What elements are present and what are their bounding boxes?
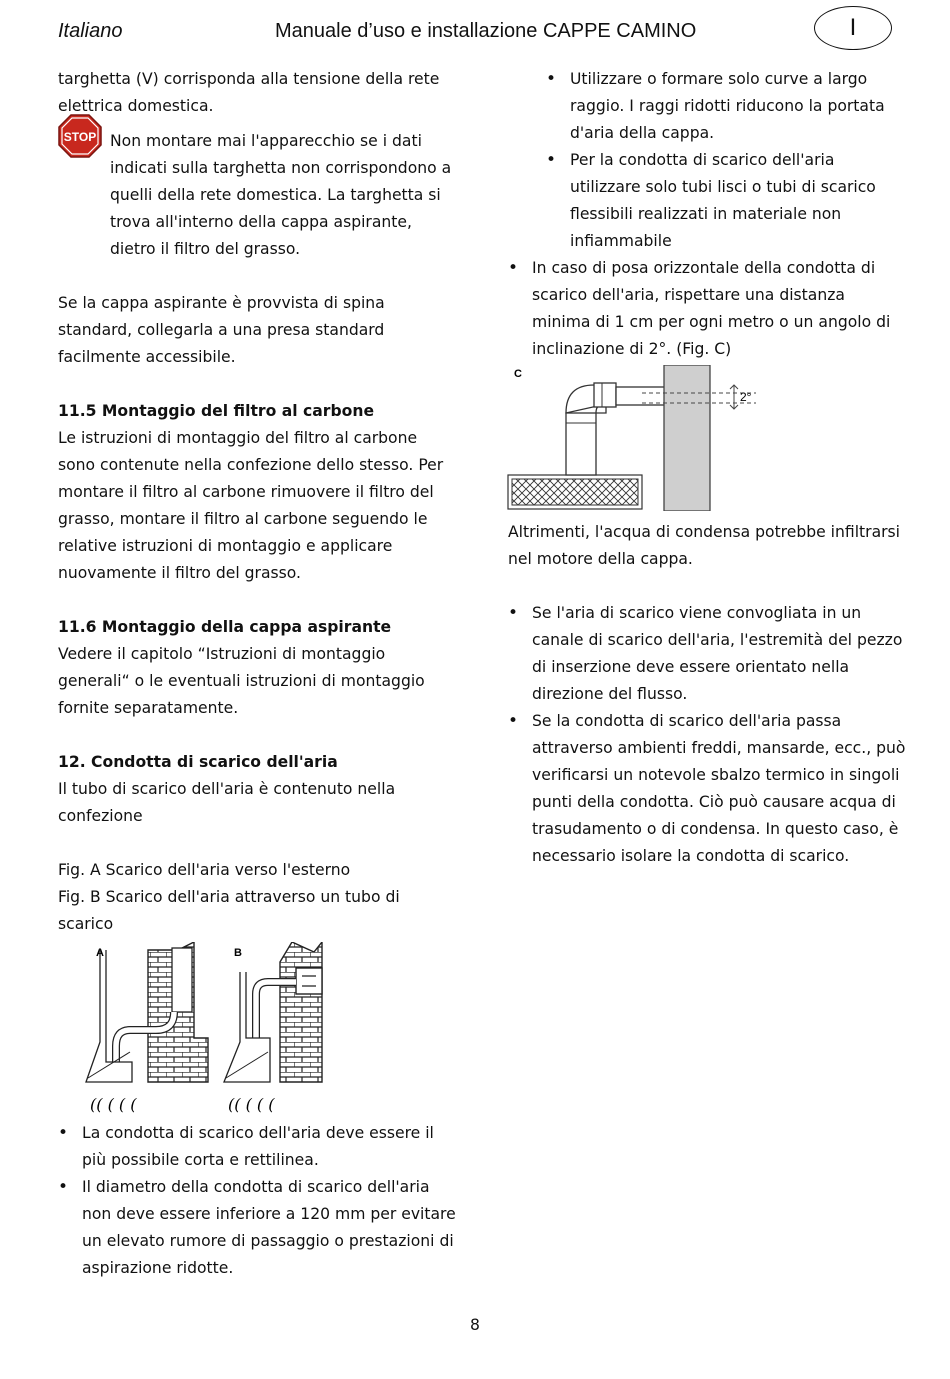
- chapter-badge-label: I: [849, 14, 857, 41]
- svg-text:(( ( ( (: (( ( ( (: [90, 1095, 137, 1114]
- list-item: • Se la condotta di scarico dell'aria passa attraverso ambienti freddi, mansarde, ecc., può verificarsi un notevole sbalzo termico in singoli punti della condotta. Ciò può causare acqua di trasudamento o di condensa. In questo caso, è necessario isolare la condotta di scarico.: [508, 708, 908, 870]
- header-language: Italiano: [58, 20, 123, 42]
- paragraph-11-5: Le istruzioni di montaggio del filtro al carbone sono contenute nella confezione dello stesso. Per montare il filtro al carbone rimuovere il filtro del grasso, montare il filtro al carbone seguendo le relative istruzioni di montaggio e applicare nuovamente il filtro del grasso.: [58, 429, 444, 582]
- right-column: [508, 66, 908, 870]
- paragraph-altrimenti: Altrimenti, l'acqua di condensa potrebbe infiltrarsi nel motore della cappa.: [508, 523, 901, 568]
- paragraph-voltage: targhetta (V) corrisponda alla tensione della rete elettrica domestica.: [58, 70, 440, 115]
- left-bullet-list: [58, 1120, 458, 1282]
- list-item: • Utilizzare o formare solo curve a largo raggio. I raggi ridotti riducono la portata d'aria della cappa.: [546, 66, 908, 147]
- paragraph-11-6: Vedere il capitolo “Istruzioni di montaggio generali“ o le eventuali istruzioni di montaggio fornite separatamente.: [58, 645, 425, 717]
- caption-fig-a: Fig. A Scarico dell'aria verso l'esterno: [58, 861, 351, 879]
- left-column: [58, 66, 458, 1282]
- list-item: • Il diametro della condotta di scarico dell'aria non deve essere inferiore a 120 mm per evitare un elevato rumore di passaggio o prestazioni di aspirazione ridotte.: [58, 1174, 458, 1282]
- list-item: • Per la condotta di scarico dell'aria utilizzare solo tubi lisci o tubi di scarico flessibili realizzati in materiale non infiammabile: [546, 147, 908, 255]
- stop-warning: [58, 128, 458, 263]
- heading-11-6: 11.6 Montaggio della cappa aspirante: [58, 618, 392, 636]
- header-title: Manuale d’uso e installazione CAPPE CAMINO: [275, 20, 697, 42]
- page-number: 8: [470, 1316, 480, 1334]
- right-bullet-horizontal: [508, 255, 908, 363]
- right-bullet-list: [508, 600, 908, 870]
- list-item: • La condotta di scarico dell'aria deve essere il più possibile corta e rettilinea.: [58, 1120, 458, 1174]
- right-sub-bullet-list: [546, 66, 908, 255]
- fig-c-angle-label: 2°: [740, 390, 752, 404]
- list-item: • In caso di posa orizzontale della condotta di scarico dell'aria, rispettare una distanza minima di 1 cm per ogni metro o un angolo di inclinazione di 2°. (Fig. C): [508, 255, 908, 363]
- stop-sign-icon: [58, 114, 102, 158]
- paragraph-12: Il tubo di scarico dell'aria è contenuto nella confezione: [58, 780, 396, 825]
- fig-b-label: B: [234, 947, 242, 959]
- heading-12: 12. Condotta di scarico dell'aria: [58, 753, 338, 771]
- chapter-badge: [814, 6, 892, 50]
- paragraph-stop: Non montare mai l'apparecchio se i dati indicati sulla targhetta non corrispondono a quelli della rete domestica. La targhetta si trova all'interno della cappa aspirante, dietro il filtro del grasso.: [110, 132, 452, 258]
- caption-fig-b: Fig. B Scarico dell'aria attraverso un tubo di scarico: [58, 888, 400, 933]
- figure-ab-illustration: [70, 942, 340, 1120]
- paragraph-plug: Se la cappa aspirante è provvista di spina standard, collegarla a una presa standard facilmente accessibile.: [58, 294, 385, 366]
- heading-11-5: 11.5 Montaggio del filtro al carbone: [58, 402, 375, 420]
- svg-text:(( ( ( (: (( ( ( (: [228, 1095, 275, 1114]
- list-item: • Se l'aria di scarico viene convogliata in un canale di scarico dell'aria, l'estremità del pezzo di inserzione deve essere orientato nella direzione del flusso.: [508, 600, 908, 708]
- figure-c-illustration: [506, 365, 766, 511]
- stop-sign-label: STOP: [63, 130, 97, 144]
- fig-c-label: C: [514, 368, 522, 380]
- fig-a-label: A: [96, 947, 104, 959]
